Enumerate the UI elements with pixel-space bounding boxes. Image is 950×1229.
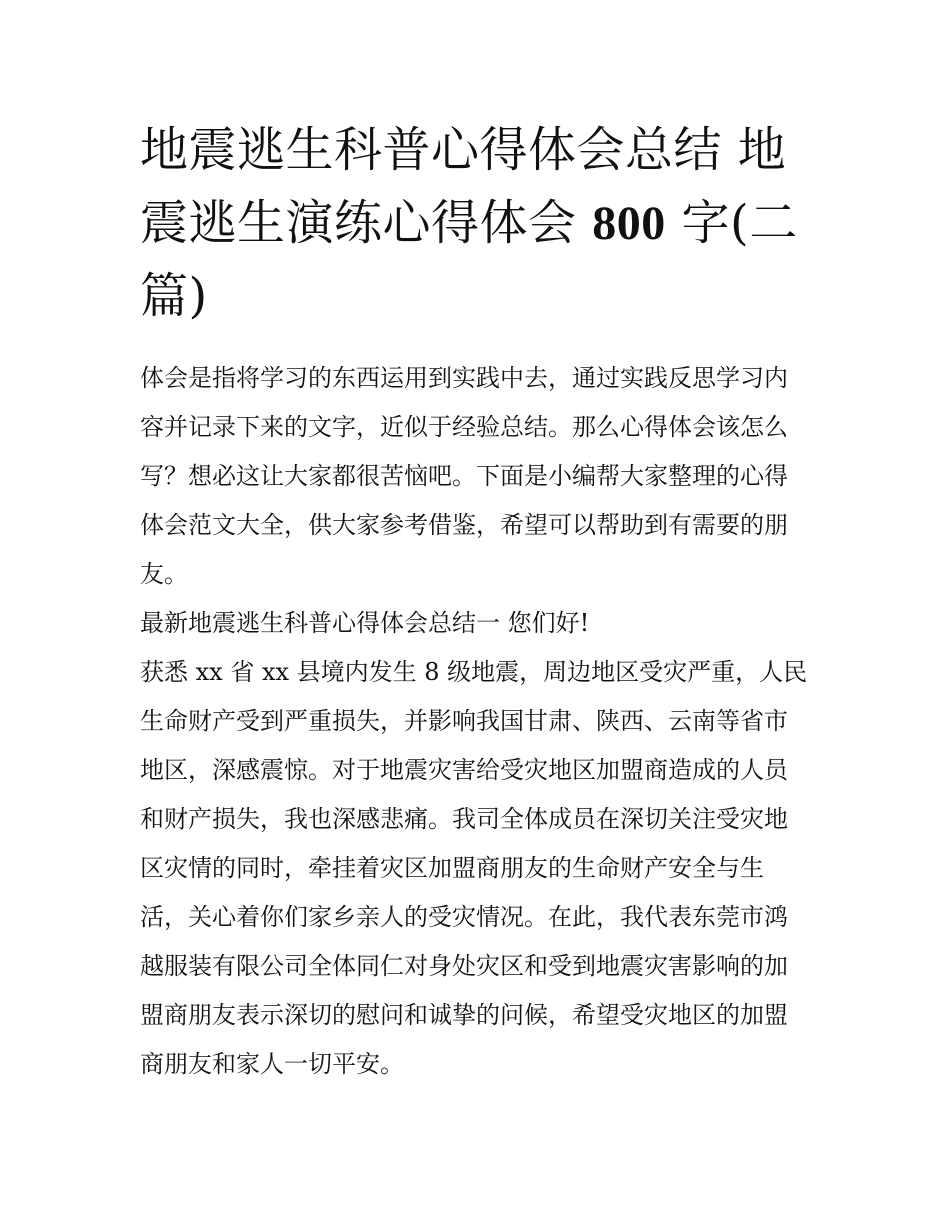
title-line-1: 地震逃生科普心得体会总结 地 xyxy=(140,122,787,178)
section-heading xyxy=(140,599,820,648)
title-line-2 xyxy=(140,187,820,260)
body-line: 地区，深感震惊。对于地震灾害给受灾地区加盟商造成的人员 xyxy=(140,756,788,784)
title-line-2-text: 震逃生演练心得体会 xyxy=(140,195,593,251)
document-body xyxy=(140,354,820,1089)
document-title xyxy=(140,114,820,333)
intro-line: 容并记录下来的文字，近似于经验总结。那么心得体会该怎么 xyxy=(140,413,788,441)
title-number: 800 xyxy=(592,197,666,250)
body-line: 越服装有限公司全体同仁对身处灾区和受到地震灾害影响的加 xyxy=(140,952,788,980)
title-line-2-tail: 字(二 xyxy=(665,195,798,251)
intro-line: 友。 xyxy=(140,560,188,588)
intro-line: 体会范文大全，供大家参考借鉴，希望可以帮助到有需要的朋 xyxy=(140,511,788,539)
body-line: 获悉 xx 省 xx 县境内发生 8 级地震，周边地区受灾严重，人民 xyxy=(140,658,808,686)
body-line: 商朋友和家人一切平安。 xyxy=(140,1050,404,1078)
body-line: 生命财产受到严重损失，并影响我国甘肃、陕西、云南等省市 xyxy=(140,707,788,735)
intro-line: 写？想必这让大家都很苦恼吧。下面是小编帮大家整理的心得 xyxy=(140,462,788,490)
body-line: 活，关心着你们家乡亲人的受灾情况。在此，我代表东莞市鸿 xyxy=(140,903,788,931)
title-line-3: 篇) xyxy=(140,268,208,324)
body-line: 和财产损失，我也深感悲痛。我司全体成员在深切关注受灾地 xyxy=(140,805,788,833)
body-line: 盟商朋友表示深切的慰问和诚挚的问候，希望受灾地区的加盟 xyxy=(140,1001,788,1029)
body-paragraph xyxy=(140,648,820,1089)
intro-line: 体会是指将学习的东西运用到实践中去，通过实践反思学习内 xyxy=(140,364,788,392)
section-heading-text: 最新地震逃生科普心得体会总结一 您们好! xyxy=(140,609,590,637)
body-line: 区灾情的同时，牵挂着灾区加盟商朋友的生命财产安全与生 xyxy=(140,854,764,882)
intro-paragraph xyxy=(140,354,820,599)
